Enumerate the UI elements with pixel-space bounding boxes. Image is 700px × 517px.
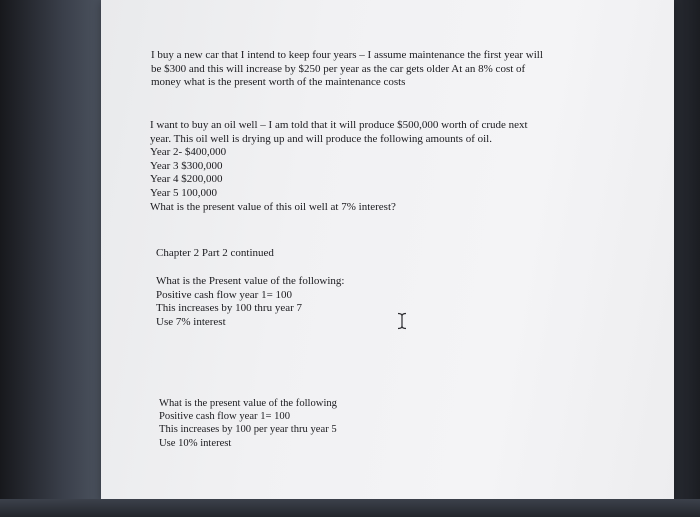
problem-oil-well: [150, 119, 528, 214]
text-line: What is the Present value of the following:: [156, 275, 345, 287]
text-line: This increases by 100 thru year 7: [156, 302, 303, 315]
document-page: [101, 0, 674, 504]
text-line: I want to buy an oil well – I am told that it will produce $500,000 worth of crude next: [150, 119, 528, 131]
problem-car-maintenance: [151, 49, 543, 90]
screen-bezel: [0, 499, 700, 517]
section-heading: Chapter 2 Part 2 continued: [156, 247, 274, 259]
text-line: Use 10% interest: [159, 437, 232, 449]
text-line: Year 2- $400,000: [150, 146, 227, 159]
problem-gradient-7pct: [156, 275, 344, 329]
text-line: Positive cash flow year 1= 100: [159, 411, 291, 423]
text-line: Use 7% interest: [156, 315, 226, 328]
text-line: What is the present value of this oil well at 7% interest?: [150, 200, 396, 213]
text-line: This increases by 100 per year thru year 5: [159, 424, 337, 436]
text-line: Year 3 $300,000: [150, 159, 223, 172]
text-line: Year 5 100,000: [150, 186, 218, 199]
text-line: Positive cash flow year 1= 100: [156, 288, 293, 301]
text-line: year. This oil well is drying up and will produce the following amounts of oil.: [150, 132, 492, 145]
text-line: Year 4 $200,000: [150, 173, 223, 186]
text-line: money what is the present worth of the maintenance costs: [151, 76, 406, 89]
text-cursor-icon: [396, 312, 408, 330]
text-line: I buy a new car that I intend to keep four years – I assume maintenance the first year will: [151, 49, 543, 61]
text-line: What is the present value of the following: [159, 398, 337, 409]
text-line: be $300 and this will increase by $250 per year as the car gets older At an 8% cost of: [151, 62, 526, 75]
problem-gradient-10pct: [159, 397, 337, 450]
